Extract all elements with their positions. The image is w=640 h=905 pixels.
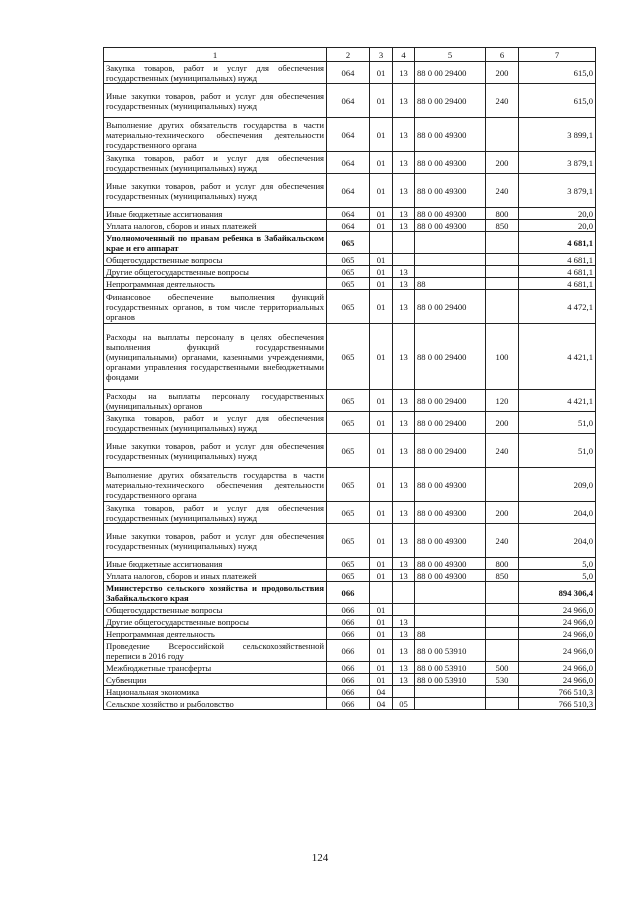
section-code-cell: 01	[370, 174, 393, 208]
admin-code-cell: 066	[327, 628, 370, 640]
admin-code-cell: 065	[327, 390, 370, 412]
table-row	[104, 582, 596, 604]
expense-type-cell	[486, 604, 519, 616]
admin-code-cell: 064	[327, 84, 370, 118]
expense-type-cell	[486, 232, 519, 254]
row-name-cell: Уполномоченный по правам ребенка в Забайкальском крае и его аппарат	[104, 232, 327, 254]
expense-type-cell	[486, 628, 519, 640]
row-name-cell: Уплата налогов, сборов и иных платежей	[104, 220, 327, 232]
amount-cell: 5,0	[519, 558, 596, 570]
section-code-cell: 01	[370, 502, 393, 524]
target-article-cell	[415, 232, 486, 254]
expense-type-cell	[486, 118, 519, 152]
target-article-cell: 88 0 00 29400	[415, 434, 486, 468]
subsection-code-cell: 13	[393, 616, 415, 628]
admin-code-cell: 065	[327, 290, 370, 324]
amount-cell: 894 306,4	[519, 582, 596, 604]
target-article-cell: 88 0 00 49300	[415, 524, 486, 558]
header-cell: 6	[486, 48, 519, 62]
target-article-cell: 88 0 00 29400	[415, 412, 486, 434]
row-name-cell: Иные закупки товаров, работ и услуг для обеспечения государственных (муниципальных) нужд	[104, 174, 327, 208]
row-name-cell: Иные закупки товаров, работ и услуг для обеспечения государственных (муниципальных) нужд	[104, 434, 327, 468]
row-name-cell: Иные бюджетные ассигнования	[104, 208, 327, 220]
admin-code-cell: 065	[327, 324, 370, 390]
row-name-cell: Другие общегосударственные вопросы	[104, 266, 327, 278]
admin-code-cell: 064	[327, 118, 370, 152]
admin-code-cell: 064	[327, 62, 370, 84]
table-row	[104, 390, 596, 412]
section-code-cell: 01	[370, 118, 393, 152]
expense-type-cell	[486, 698, 519, 710]
section-code-cell: 01	[370, 290, 393, 324]
subsection-code-cell: 13	[393, 570, 415, 582]
expense-type-cell: 800	[486, 558, 519, 570]
target-article-cell	[415, 686, 486, 698]
table-row	[104, 232, 596, 254]
amount-cell: 20,0	[519, 208, 596, 220]
admin-code-cell: 065	[327, 278, 370, 290]
subsection-code-cell: 13	[393, 628, 415, 640]
amount-cell: 3 879,1	[519, 174, 596, 208]
admin-code-cell: 065	[327, 412, 370, 434]
section-code-cell: 01	[370, 390, 393, 412]
subsection-code-cell: 13	[393, 220, 415, 232]
target-article-cell: 88 0 00 29400	[415, 84, 486, 118]
expense-type-cell	[486, 686, 519, 698]
amount-cell: 20,0	[519, 220, 596, 232]
table-row	[104, 324, 596, 390]
expense-type-cell: 530	[486, 674, 519, 686]
amount-cell: 3 879,1	[519, 152, 596, 174]
table-row	[104, 62, 596, 84]
table-row	[104, 698, 596, 710]
expense-type-cell: 100	[486, 324, 519, 390]
amount-cell: 24 966,0	[519, 628, 596, 640]
admin-code-cell: 064	[327, 208, 370, 220]
row-name-cell: Непрограммная деятельность	[104, 278, 327, 290]
row-name-cell: Проведение Всероссийской сельскохозяйственной переписи в 2016 году	[104, 640, 327, 662]
admin-code-cell: 066	[327, 616, 370, 628]
expense-type-cell	[486, 582, 519, 604]
subsection-code-cell: 13	[393, 84, 415, 118]
admin-code-cell: 066	[327, 582, 370, 604]
subsection-code-cell	[393, 232, 415, 254]
subsection-code-cell: 13	[393, 412, 415, 434]
expense-type-cell	[486, 278, 519, 290]
admin-code-cell: 064	[327, 174, 370, 208]
table-row	[104, 604, 596, 616]
row-name-cell: Иные бюджетные ассигнования	[104, 558, 327, 570]
subsection-code-cell: 13	[393, 324, 415, 390]
amount-cell: 4 681,1	[519, 254, 596, 266]
table-row	[104, 152, 596, 174]
section-code-cell: 01	[370, 278, 393, 290]
section-code-cell: 01	[370, 616, 393, 628]
section-code-cell: 01	[370, 266, 393, 278]
expense-type-cell	[486, 616, 519, 628]
target-article-cell: 88 0 00 49300	[415, 208, 486, 220]
table-row	[104, 266, 596, 278]
row-name-cell: Выполнение других обязательств государства в части материально-технического обеспечения деятельности государственного органа	[104, 468, 327, 502]
row-name-cell: Межбюджетные трансферты	[104, 662, 327, 674]
amount-cell: 4 681,1	[519, 278, 596, 290]
header-cell: 7	[519, 48, 596, 62]
target-article-cell: 88 0 00 49300	[415, 220, 486, 232]
expense-type-cell	[486, 468, 519, 502]
table-row	[104, 254, 596, 266]
expense-type-cell: 240	[486, 84, 519, 118]
subsection-code-cell: 13	[393, 558, 415, 570]
target-article-cell: 88 0 00 49300	[415, 558, 486, 570]
subsection-code-cell	[393, 582, 415, 604]
section-code-cell: 01	[370, 558, 393, 570]
row-name-cell: Расходы на выплаты персоналу государственных (муниципальных) органов	[104, 390, 327, 412]
row-name-cell: Общегосударственные вопросы	[104, 604, 327, 616]
expense-type-cell: 200	[486, 152, 519, 174]
section-code-cell: 01	[370, 628, 393, 640]
table-row	[104, 662, 596, 674]
admin-code-cell: 065	[327, 254, 370, 266]
expense-type-cell: 800	[486, 208, 519, 220]
section-code-cell: 01	[370, 84, 393, 118]
table-row	[104, 220, 596, 232]
target-article-cell	[415, 266, 486, 278]
expense-type-cell	[486, 290, 519, 324]
expense-type-cell: 200	[486, 502, 519, 524]
subsection-code-cell: 13	[393, 152, 415, 174]
table-row	[104, 570, 596, 582]
target-article-cell	[415, 604, 486, 616]
section-code-cell: 01	[370, 62, 393, 84]
table-row	[104, 640, 596, 662]
table-row	[104, 502, 596, 524]
section-code-cell: 01	[370, 208, 393, 220]
admin-code-cell: 065	[327, 558, 370, 570]
expense-type-cell: 240	[486, 174, 519, 208]
amount-cell: 24 966,0	[519, 604, 596, 616]
target-article-cell: 88 0 00 29400	[415, 324, 486, 390]
subsection-code-cell: 13	[393, 524, 415, 558]
expense-type-cell: 240	[486, 524, 519, 558]
subsection-code-cell: 13	[393, 62, 415, 84]
row-name-cell: Закупка товаров, работ и услуг для обеспечения государственных (муниципальных) нужд	[104, 62, 327, 84]
table-row	[104, 434, 596, 468]
subsection-code-cell: 13	[393, 674, 415, 686]
subsection-code-cell: 13	[393, 434, 415, 468]
section-code-cell	[370, 582, 393, 604]
section-code-cell: 01	[370, 412, 393, 434]
table-row	[104, 118, 596, 152]
row-name-cell: Закупка товаров, работ и услуг для обеспечения государственных (муниципальных) нужд	[104, 502, 327, 524]
amount-cell: 51,0	[519, 412, 596, 434]
admin-code-cell: 064	[327, 220, 370, 232]
target-article-cell: 88 0 00 53910	[415, 674, 486, 686]
target-article-cell: 88 0 00 49300	[415, 152, 486, 174]
table-row	[104, 412, 596, 434]
admin-code-cell: 066	[327, 698, 370, 710]
row-name-cell: Национальная экономика	[104, 686, 327, 698]
amount-cell: 51,0	[519, 434, 596, 468]
target-article-cell	[415, 616, 486, 628]
amount-cell: 24 966,0	[519, 662, 596, 674]
target-article-cell: 88 0 00 49300	[415, 502, 486, 524]
admin-code-cell: 065	[327, 570, 370, 582]
row-name-cell: Сельское хозяйство и рыболовство	[104, 698, 327, 710]
row-name-cell: Министерство сельского хозяйства и продовольствия Забайкальского края	[104, 582, 327, 604]
table-row	[104, 558, 596, 570]
table-row	[104, 616, 596, 628]
header-cell: 1	[104, 48, 327, 62]
target-article-cell	[415, 582, 486, 604]
expense-type-cell: 200	[486, 412, 519, 434]
header-cell: 4	[393, 48, 415, 62]
subsection-code-cell	[393, 604, 415, 616]
row-name-cell: Выполнение других обязательств государства в части материально-технического обеспечения деятельности государственного органа	[104, 118, 327, 152]
admin-code-cell: 065	[327, 434, 370, 468]
section-code-cell: 01	[370, 524, 393, 558]
admin-code-cell: 064	[327, 152, 370, 174]
target-article-cell: 88 0 00 49300	[415, 570, 486, 582]
row-name-cell: Финансовое обеспечение выполнения функций государственных органов, в том числе территориальных органов	[104, 290, 327, 324]
expense-type-cell: 240	[486, 434, 519, 468]
subsection-code-cell: 13	[393, 390, 415, 412]
expense-type-cell: 200	[486, 62, 519, 84]
subsection-code-cell: 13	[393, 266, 415, 278]
section-code-cell: 01	[370, 434, 393, 468]
row-name-cell: Уплата налогов, сборов и иных платежей	[104, 570, 327, 582]
subsection-code-cell: 13	[393, 640, 415, 662]
table-row	[104, 524, 596, 558]
row-name-cell: Закупка товаров, работ и услуг для обеспечения государственных (муниципальных) нужд	[104, 412, 327, 434]
row-name-cell: Непрограммная деятельность	[104, 628, 327, 640]
subsection-code-cell	[393, 686, 415, 698]
subsection-code-cell: 13	[393, 174, 415, 208]
target-article-cell: 88	[415, 278, 486, 290]
admin-code-cell: 066	[327, 686, 370, 698]
amount-cell: 4 421,1	[519, 324, 596, 390]
target-article-cell: 88 0 00 53910	[415, 662, 486, 674]
expense-type-cell: 850	[486, 220, 519, 232]
amount-cell: 4 421,1	[519, 390, 596, 412]
amount-cell: 24 966,0	[519, 616, 596, 628]
subsection-code-cell: 05	[393, 698, 415, 710]
subsection-code-cell: 13	[393, 118, 415, 152]
subsection-code-cell: 13	[393, 468, 415, 502]
subsection-code-cell: 13	[393, 502, 415, 524]
section-code-cell: 01	[370, 674, 393, 686]
amount-cell: 4 681,1	[519, 266, 596, 278]
section-code-cell: 04	[370, 686, 393, 698]
subsection-code-cell	[393, 254, 415, 266]
row-name-cell: Общегосударственные вопросы	[104, 254, 327, 266]
expense-type-cell	[486, 254, 519, 266]
amount-cell: 24 966,0	[519, 674, 596, 686]
target-article-cell: 88 0 00 49300	[415, 118, 486, 152]
table-row	[104, 468, 596, 502]
expense-type-cell	[486, 640, 519, 662]
admin-code-cell: 065	[327, 232, 370, 254]
section-code-cell: 01	[370, 220, 393, 232]
table-row	[104, 84, 596, 118]
admin-code-cell: 065	[327, 468, 370, 502]
table-row	[104, 174, 596, 208]
budget-table	[103, 47, 596, 710]
section-code-cell: 01	[370, 662, 393, 674]
amount-cell: 615,0	[519, 84, 596, 118]
admin-code-cell: 066	[327, 604, 370, 616]
section-code-cell: 01	[370, 640, 393, 662]
table-row	[104, 208, 596, 220]
subsection-code-cell: 13	[393, 208, 415, 220]
table-row	[104, 686, 596, 698]
header-cell: 2	[327, 48, 370, 62]
admin-code-cell: 066	[327, 674, 370, 686]
row-name-cell: Субвенции	[104, 674, 327, 686]
amount-cell: 209,0	[519, 468, 596, 502]
admin-code-cell: 066	[327, 662, 370, 674]
expense-type-cell: 500	[486, 662, 519, 674]
page-number: 124	[311, 852, 329, 864]
amount-cell: 615,0	[519, 62, 596, 84]
section-code-cell: 04	[370, 698, 393, 710]
amount-cell: 766 510,3	[519, 686, 596, 698]
section-code-cell: 01	[370, 254, 393, 266]
subsection-code-cell: 13	[393, 290, 415, 324]
target-article-cell: 88	[415, 628, 486, 640]
section-code-cell: 01	[370, 570, 393, 582]
section-code-cell: 01	[370, 604, 393, 616]
admin-code-cell: 065	[327, 266, 370, 278]
table-row	[104, 290, 596, 324]
table-row	[104, 674, 596, 686]
target-article-cell: 88 0 00 29400	[415, 390, 486, 412]
amount-cell: 204,0	[519, 502, 596, 524]
row-name-cell: Иные закупки товаров, работ и услуг для обеспечения государственных (муниципальных) нужд	[104, 84, 327, 118]
table-header-row	[104, 48, 596, 62]
amount-cell: 204,0	[519, 524, 596, 558]
table-row	[104, 278, 596, 290]
header-cell: 5	[415, 48, 486, 62]
target-article-cell	[415, 254, 486, 266]
section-code-cell: 01	[370, 468, 393, 502]
amount-cell: 3 899,1	[519, 118, 596, 152]
expense-type-cell	[486, 266, 519, 278]
target-article-cell: 88 0 00 53910	[415, 640, 486, 662]
amount-cell: 24 966,0	[519, 640, 596, 662]
subsection-code-cell: 13	[393, 278, 415, 290]
row-name-cell: Закупка товаров, работ и услуг для обеспечения государственных (муниципальных) нужд	[104, 152, 327, 174]
amount-cell: 5,0	[519, 570, 596, 582]
subsection-code-cell: 13	[393, 662, 415, 674]
amount-cell: 766 510,3	[519, 698, 596, 710]
section-code-cell: 01	[370, 324, 393, 390]
target-article-cell: 88 0 00 49300	[415, 468, 486, 502]
admin-code-cell: 065	[327, 524, 370, 558]
target-article-cell	[415, 698, 486, 710]
amount-cell: 4 681,1	[519, 232, 596, 254]
admin-code-cell: 065	[327, 502, 370, 524]
amount-cell: 4 472,1	[519, 290, 596, 324]
row-name-cell: Иные закупки товаров, работ и услуг для обеспечения государственных (муниципальных) нужд	[104, 524, 327, 558]
table-row	[104, 628, 596, 640]
admin-code-cell: 066	[327, 640, 370, 662]
section-code-cell: 01	[370, 152, 393, 174]
section-code-cell	[370, 232, 393, 254]
target-article-cell: 88 0 00 29400	[415, 290, 486, 324]
expense-type-cell: 120	[486, 390, 519, 412]
target-article-cell: 88 0 00 29400	[415, 62, 486, 84]
target-article-cell: 88 0 00 49300	[415, 174, 486, 208]
row-name-cell: Расходы на выплаты персоналу в целях обеспечения выполнения функций государственными (муниципальными) органами, казенными учреждениями, органами управления государственными внебюджетными фондами	[104, 324, 327, 390]
row-name-cell: Другие общегосударственные вопросы	[104, 616, 327, 628]
expense-type-cell: 850	[486, 570, 519, 582]
header-cell: 3	[370, 48, 393, 62]
